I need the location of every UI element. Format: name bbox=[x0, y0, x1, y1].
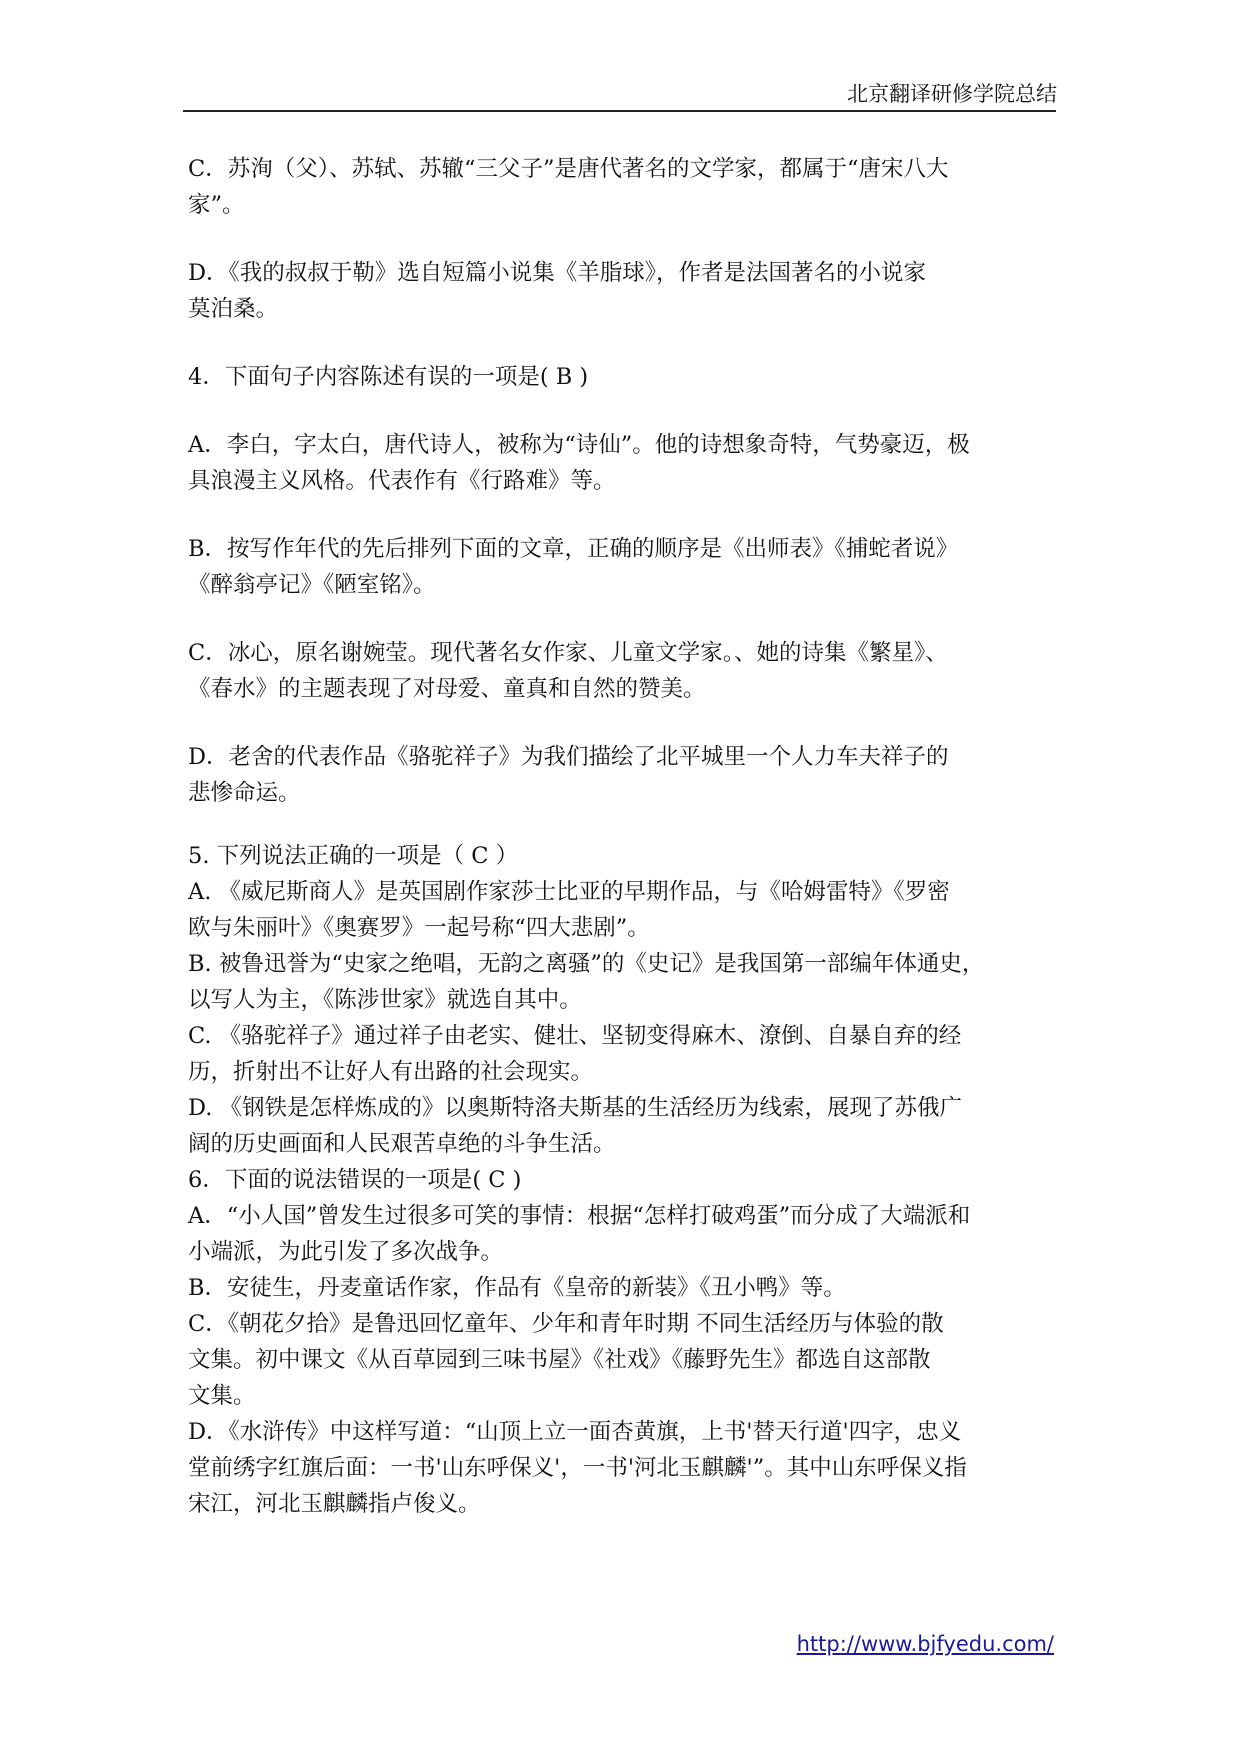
q5-option-a-line1: A. 《威尼斯商人》是英国剧作家莎士比亚的早期作品，与《哈姆雷特》《罗密 bbox=[188, 879, 950, 905]
q5-option-b-line2: 以写人为主，《陈涉世家》就选自其中。 bbox=[188, 987, 582, 1013]
q5-stem: 5. 下列说法正确的一项是（ C ） bbox=[188, 843, 519, 869]
q4-option-b-line1: B．按写作年代的先后排列下面的文章，正确的顺序是《出师表》《捕蛇者说》 bbox=[188, 536, 959, 562]
page-header-title: 北京翻译研修学院总结 bbox=[847, 82, 1057, 106]
q6-option-a-line2: 小端派，为此引发了多次战争。 bbox=[188, 1239, 504, 1265]
q6-option-d-line2: 堂前绣字红旗后面：一书'山东呼保义'，一书'河北玉麒麟'”。其中山东呼保义指 bbox=[188, 1455, 967, 1481]
q6-option-d-line1: D．《水浒传》中这样写道：“山顶上立一面杏黄旗，上书'替天行道'四字，忠义 bbox=[188, 1419, 962, 1445]
q3-option-d-line1: D．《我的叔叔于勒》选自短篇小说集《羊脂球》，作者是法国著名的小说家 bbox=[188, 260, 927, 286]
q6-option-c-line2: 文集。初中课文《从百草园到三味书屋》《社戏》《藤野先生》都选自这部散 bbox=[188, 1347, 931, 1373]
q4-stem: 4．下面句子内容陈述有误的一项是( B ) bbox=[188, 364, 589, 390]
q4-option-a-line1: A．李白，字太白，唐代诗人，被称为“诗仙”。他的诗想象奇特，气势豪迈，极 bbox=[188, 432, 970, 458]
q4-option-d-line2: 悲惨命运。 bbox=[188, 780, 301, 806]
q4-option-c-line2: 《春水》的主题表现了对母爱、童真和自然的赞美。 bbox=[188, 676, 706, 702]
q6-option-a-line1: A．“小人国”曾发生过很多可笑的事情：根据“怎样打破鸡蛋”而分成了大端派和 bbox=[188, 1203, 971, 1229]
q5-option-d-line1: D. 《钢铁是怎样炼成的》以奥斯特洛夫斯基的生活经历为线索，展现了苏俄广 bbox=[188, 1095, 963, 1121]
q6-option-d-line3: 宋江，河北玉麒麟指卢俊义。 bbox=[188, 1491, 481, 1517]
q5-option-d-line2: 阔的历史画面和人民艰苦卓绝的斗争生活。 bbox=[188, 1131, 616, 1157]
q6-option-c-line1: C．《朝花夕拾》是鲁迅回忆童年、少年和青年时期 不同生活经历与体验的散 bbox=[188, 1311, 944, 1337]
header-divider bbox=[183, 110, 1056, 112]
q6-option-b-line1: B．安徒生，丹麦童话作家，作品有《皇帝的新装》《丑小鸭》等。 bbox=[188, 1275, 846, 1301]
q3-option-c-line1: C．苏洵（父）、苏轼、苏辙“三父子”是唐代著名的文学家，都属于“唐宋八大 bbox=[188, 156, 949, 182]
q4-option-d-line1: D．老舍的代表作品《骆驼祥子》为我们描绘了北平城里一个人力车夫祥子的 bbox=[188, 744, 949, 770]
footer-website-link[interactable]: http://www.bjfyedu.com/ bbox=[796, 1632, 1054, 1656]
q6-option-c-line3: 文集。 bbox=[188, 1383, 256, 1409]
q5-option-c-line1: C. 《骆驼祥子》通过祥子由老实、健壮、坚韧变得麻木、潦倒、自暴自弃的经 bbox=[188, 1023, 962, 1049]
q5-option-b-line1: B. 被鲁迅誉为“史家之绝唱，无韵之离骚”的《史记》是我国第一部编年体通史， bbox=[188, 951, 985, 977]
q5-option-c-line2: 历，折射出不让好人有出路的社会现实。 bbox=[188, 1059, 594, 1085]
q6-stem: 6．下面的说法错误的一项是( C ) bbox=[188, 1167, 522, 1193]
q4-option-b-line2: 《醉翁亭记》《陋室铭》。 bbox=[188, 572, 436, 598]
document-body bbox=[188, 151, 1068, 1522]
q3-option-d-line2: 莫泊桑。 bbox=[188, 296, 279, 322]
q4-option-c-line1: C．冰心，原名谢婉莹。现代著名女作家、儿童文学家。、她的诗集《繁星》、 bbox=[188, 640, 948, 666]
q4-option-a-line2: 具浪漫主义风格。代表作有《行路难》等。 bbox=[188, 468, 616, 494]
q3-option-c-line2: 家”。 bbox=[188, 192, 245, 218]
q5-option-a-line2: 欧与朱丽叶》《奥赛罗》一起号称“四大悲剧”。 bbox=[188, 915, 650, 941]
